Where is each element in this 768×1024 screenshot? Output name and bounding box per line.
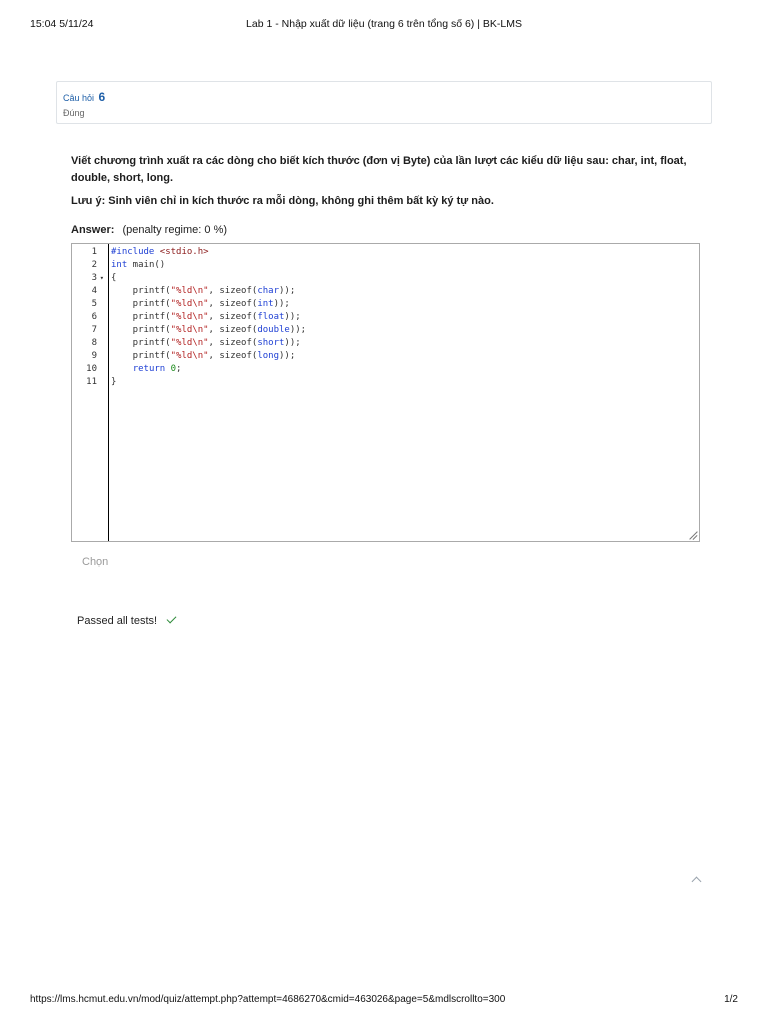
question-number-value: 6 — [98, 90, 106, 104]
code-line[interactable] — [111, 337, 306, 350]
code-token: , sizeof( — [208, 312, 258, 322]
code-token: <stdio.h> — [159, 247, 209, 257]
code-line[interactable] — [111, 311, 306, 324]
code-token: )); — [279, 286, 296, 296]
code-token: printf( — [111, 286, 171, 296]
code-token: int — [111, 260, 128, 270]
code-token: , sizeof( — [208, 299, 258, 309]
question-note: Lưu ý: Sinh viên chỉ in kích thước ra mỗi dòng, không ghi thêm bất kỳ ký tự nào. — [71, 195, 494, 207]
page-number: 1/2 — [724, 994, 738, 1005]
line-number: 1 — [91, 247, 97, 257]
code-token: , sizeof( — [208, 338, 258, 348]
line-number: 7 — [91, 325, 97, 335]
line-number: 6 — [91, 312, 97, 322]
answer-heading: Answer: — [71, 224, 115, 236]
line-number: 10 — [86, 364, 97, 374]
code-token: "%ld\n" — [170, 325, 209, 335]
code-token: short — [257, 338, 285, 348]
code-token — [111, 364, 133, 374]
question-prompt: Viết chương trình xuất ra các dòng cho biết kích thước (đơn vị Byte) của lần lượt các kiểu dữ liệu sau: char, int, float, double, short, long. — [71, 155, 687, 184]
line-number: 11 — [86, 377, 97, 387]
code-token: 0 — [170, 364, 177, 374]
question-info-box — [56, 81, 712, 124]
print-footer — [0, 994, 768, 1008]
code-token: "%ld\n" — [170, 286, 209, 296]
code-token: , sizeof( — [208, 325, 258, 335]
code-token: "%ld\n" — [170, 338, 209, 348]
code-token: return — [132, 364, 166, 374]
code-line[interactable] — [111, 324, 306, 337]
code-token: )); — [273, 299, 290, 309]
code-token: { — [111, 273, 117, 283]
code-editor[interactable] — [71, 243, 700, 542]
page-title: Lab 1 - Nhập xuất dữ liệu (trang 6 trên tổng số 6) | BK-LMS — [246, 18, 522, 30]
code-token: )); — [289, 325, 307, 335]
line-number: 5 — [91, 299, 97, 309]
code-token: long — [257, 351, 280, 361]
resize-handle-icon[interactable] — [688, 530, 697, 539]
code-token: float — [257, 312, 285, 322]
code-line[interactable] — [111, 259, 306, 272]
code-token: printf( — [111, 351, 171, 361]
code-line[interactable] — [111, 285, 306, 298]
code-token: , sizeof( — [208, 351, 258, 361]
print-header — [0, 18, 768, 34]
code-token: printf( — [111, 325, 171, 335]
line-number: 9 — [91, 351, 97, 361]
code-token: char — [257, 286, 280, 296]
line-number: 2 — [91, 260, 97, 270]
test-result-text: Passed all tests! — [77, 615, 158, 627]
code-token: printf( — [111, 338, 171, 348]
code-token: main() — [127, 260, 166, 270]
penalty-regime: (penalty regime: 0 %) — [122, 224, 228, 236]
code-line[interactable] — [111, 350, 306, 363]
code-line[interactable] — [111, 376, 306, 389]
question-number-label: Câu hỏi — [63, 93, 95, 103]
code-token: , sizeof( — [208, 286, 258, 296]
code-token: "%ld\n" — [170, 312, 209, 322]
code-line[interactable] — [111, 363, 306, 376]
answer-label — [71, 224, 227, 236]
line-number: 8 — [91, 338, 97, 348]
code-line[interactable] — [111, 246, 306, 259]
code-token: } — [111, 377, 117, 387]
code-area[interactable] — [108, 244, 699, 541]
line-number: 4 — [91, 286, 97, 296]
code-token: )); — [279, 351, 296, 361]
check-button[interactable]: Chọn — [82, 556, 109, 568]
code-token: printf( — [111, 299, 171, 309]
test-result — [77, 615, 177, 627]
question-number — [63, 90, 105, 104]
code-token: printf( — [111, 312, 171, 322]
check-icon — [166, 615, 177, 623]
fold-toggle-icon[interactable]: ▾ — [99, 274, 104, 282]
code-token: "%ld\n" — [170, 351, 209, 361]
code-token: ; — [176, 364, 182, 374]
code-token: int — [257, 299, 274, 309]
print-timestamp: 15:04 5/11/24 — [30, 18, 94, 30]
chevron-up-icon[interactable] — [690, 874, 704, 886]
code-line[interactable] — [111, 298, 306, 311]
question-text — [71, 153, 701, 210]
code-token: )); — [284, 312, 301, 322]
code-token: double — [257, 325, 290, 335]
question-state: Đúng — [63, 108, 85, 118]
code-token: "%ld\n" — [170, 299, 209, 309]
line-number-gutter — [72, 244, 106, 541]
code-token: #include — [111, 247, 160, 257]
code-line[interactable] — [111, 272, 306, 285]
line-number: 3 ▾ — [91, 273, 104, 283]
code-token: )); — [284, 338, 301, 348]
page-url: https://lms.hcmut.edu.vn/mod/quiz/attempt.php?attempt=4686270&cmid=463026&page=5&mdlscrollto=300 — [30, 994, 506, 1005]
